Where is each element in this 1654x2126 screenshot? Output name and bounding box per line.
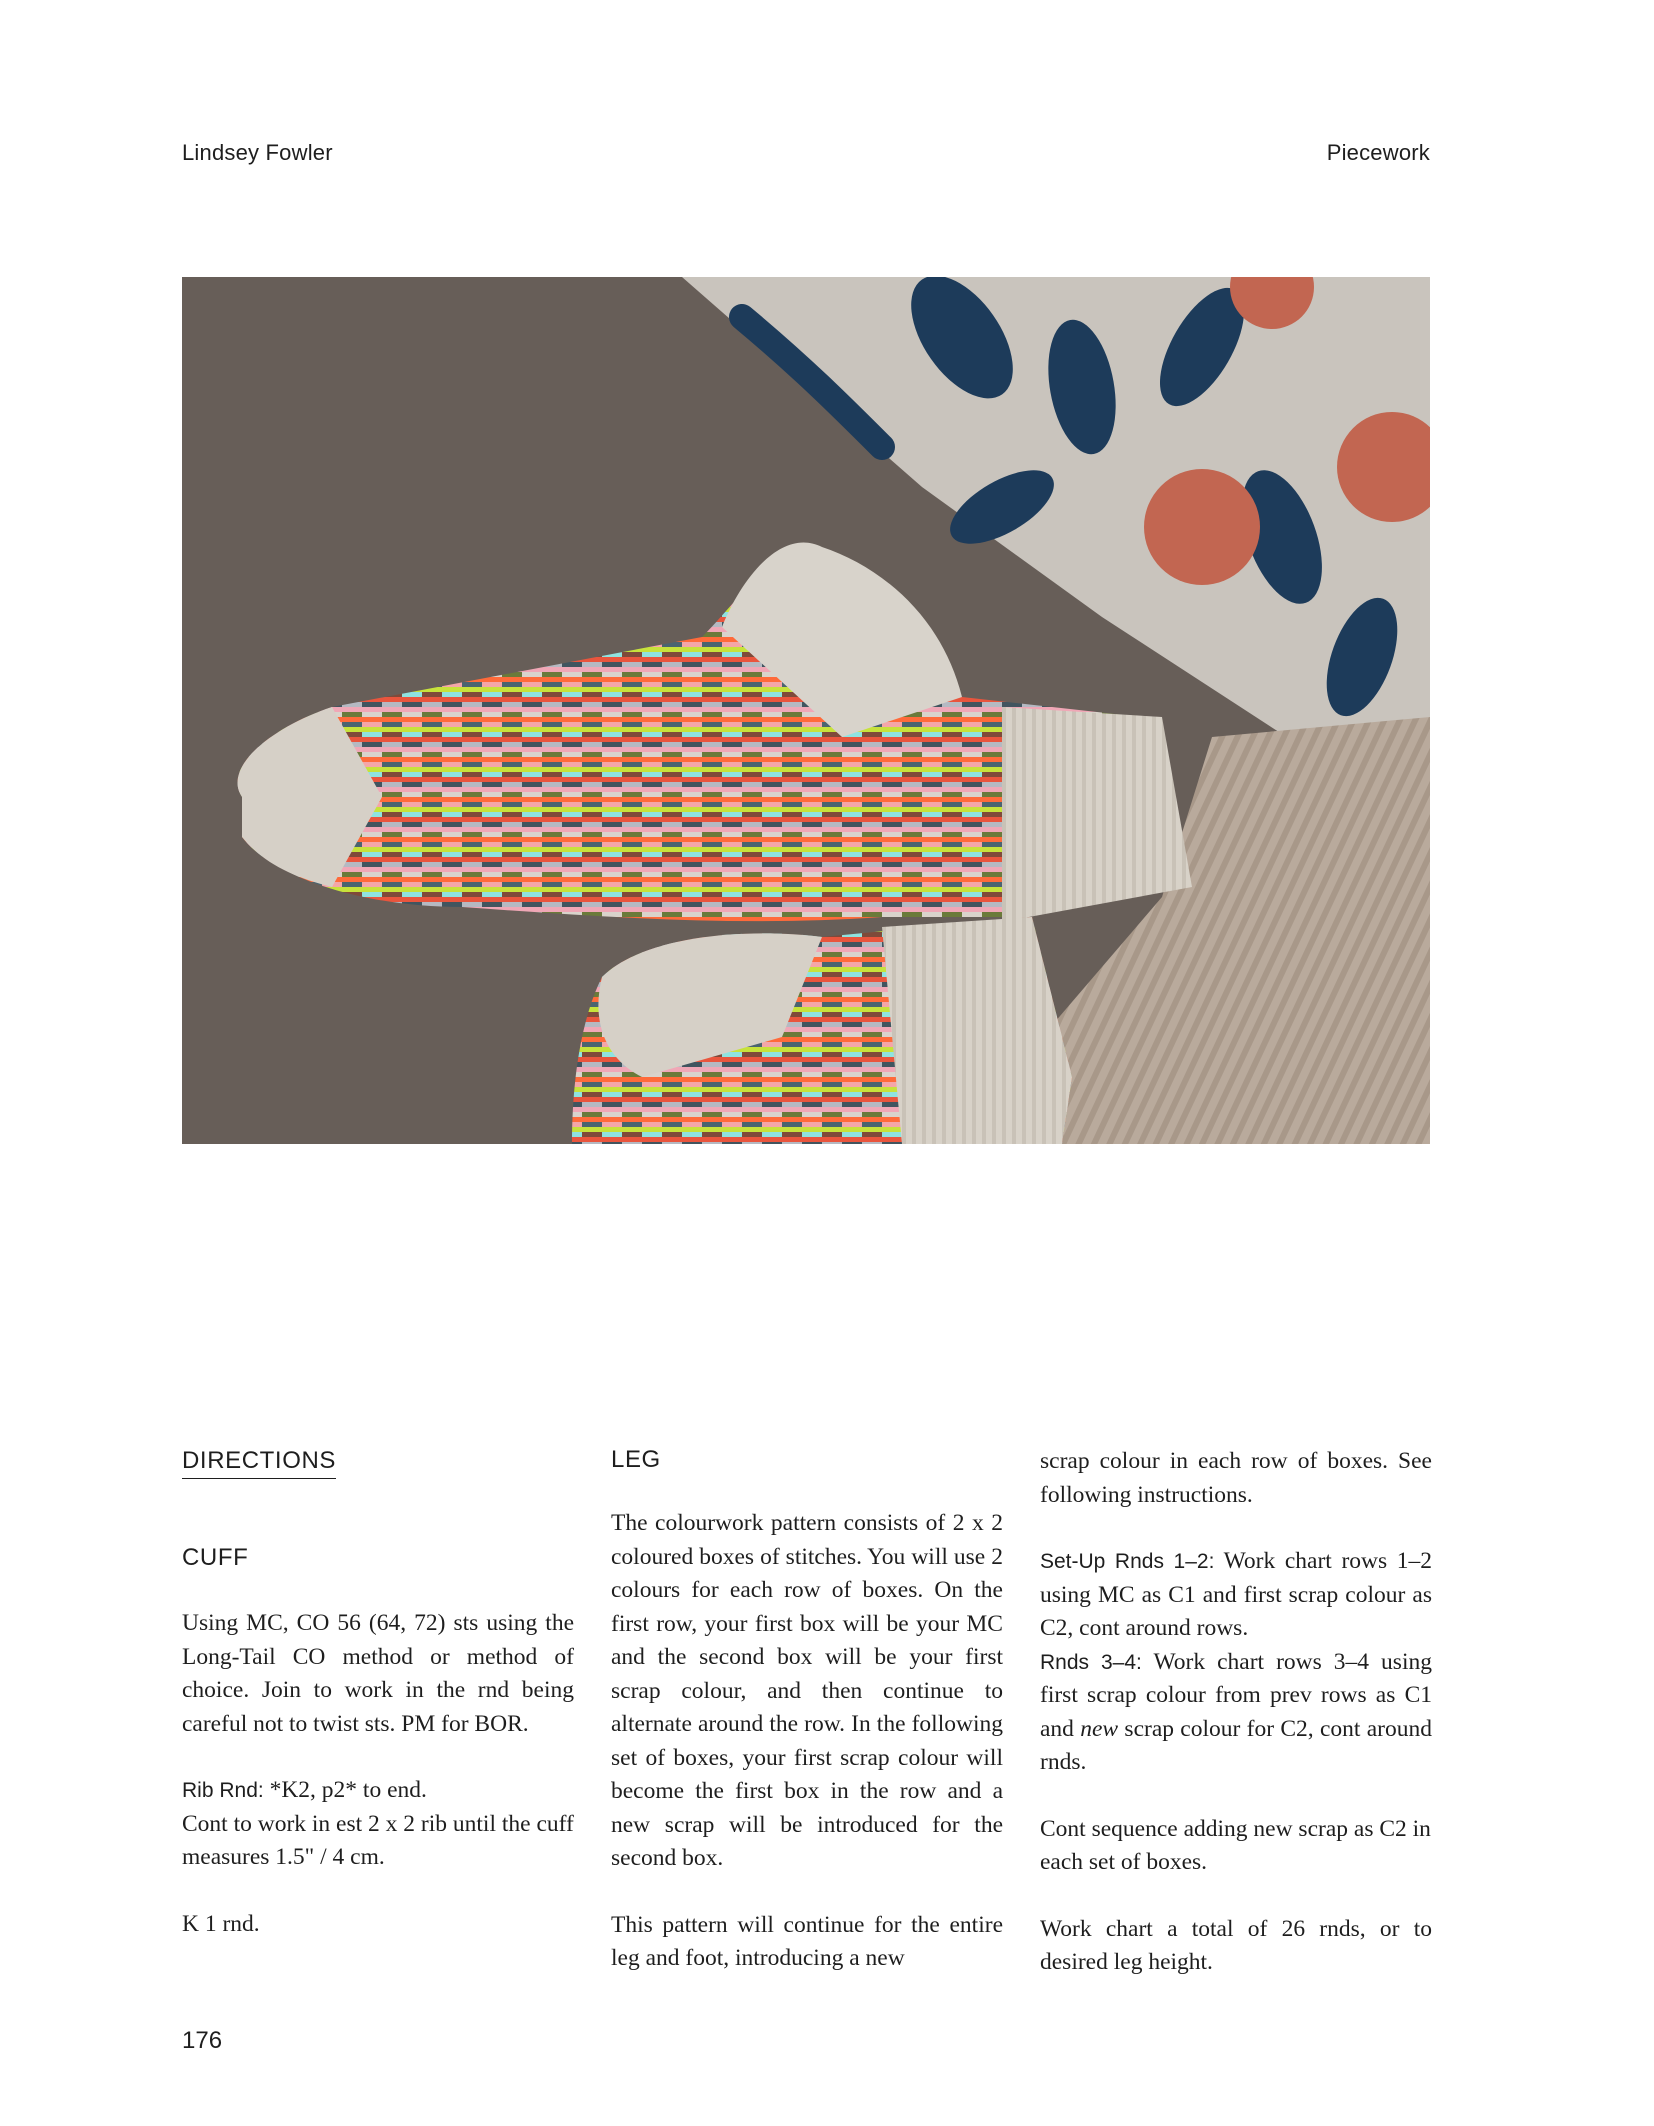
directions-heading: DIRECTIONS xyxy=(182,1446,336,1479)
rounds-3-4-label: Rnds 3–4: xyxy=(1040,1650,1142,1674)
rounds-3-4-text-b: scrap colour for C2, cont around rnds. xyxy=(1040,1715,1432,1775)
running-head-author: Lindsey Fowler xyxy=(182,140,333,165)
rib-round-instruction xyxy=(182,1774,574,1808)
leg-paragraph-2: This pattern will continue for the entire leg and foot, introducing a new xyxy=(611,1911,1003,1971)
rounds-3-4-text-a: Work chart rows 3–4 using first scrap colour from prev rows as C1 and xyxy=(1040,1648,1432,1742)
leg-paragraph-2-continued: scrap colour in each row of boxes. See following instructions. xyxy=(1040,1448,1432,1508)
column-directions xyxy=(182,1445,574,1941)
continue-sequence-text: Cont sequence adding new scrap as C2 in each set of boxes. xyxy=(1040,1815,1431,1875)
running-head-section: Piecework xyxy=(1326,140,1430,165)
rib-round-label: Rib Rnd: xyxy=(182,1779,264,1802)
cuff-paragraph: Using MC, CO 56 (64, 72) sts using the Long-Tail CO method or method of choice. Join to work in the rnd being careful not to twist sts. PM for BOR. xyxy=(182,1610,574,1737)
work-chart-text: Work chart a total of 26 rnds, or to desired leg height. xyxy=(1040,1915,1432,1975)
column-leg-continued xyxy=(1040,1445,1432,1980)
leg-heading: LEG xyxy=(611,1446,661,1473)
setup-rounds-text: Work chart rows 1–2 using MC as C1 and first scrap colour as C2, cont around rows. xyxy=(1040,1548,1432,1641)
knit-one-round-text: K 1 rnd. xyxy=(182,1910,260,1937)
knitted-socks-photo xyxy=(182,277,1430,1144)
rounds-3-4-instruction xyxy=(1040,1646,1432,1780)
leg-paragraph-1: The colourwork pattern consists of 2 x 2 coloured boxes of stitches. You will use 2 colours for each row of boxes. On the first row, your first box will be your MC and the second box will be your first scrap colour, and then continue to alternate around the row. In the following set of boxes, your first scrap colour will become the first box in the row and a new scrap will be introduced for the second box. xyxy=(611,1510,1003,1871)
setup-rounds-label: Set-Up Rnds 1–2: xyxy=(1040,1550,1215,1573)
rounds-3-4-emphasis: new xyxy=(1080,1715,1119,1742)
page-number: 176 xyxy=(182,2027,223,2054)
column-leg xyxy=(611,1445,1003,1976)
cuff-heading: CUFF xyxy=(182,1544,249,1571)
rib-continue-text: Cont to work in est 2 x 2 rib until the cuff measures 1.5" / 4 cm. xyxy=(182,1810,574,1870)
setup-rounds-instruction xyxy=(1040,1545,1432,1646)
rib-round-text: *K2, p2* to end. xyxy=(263,1777,427,1803)
